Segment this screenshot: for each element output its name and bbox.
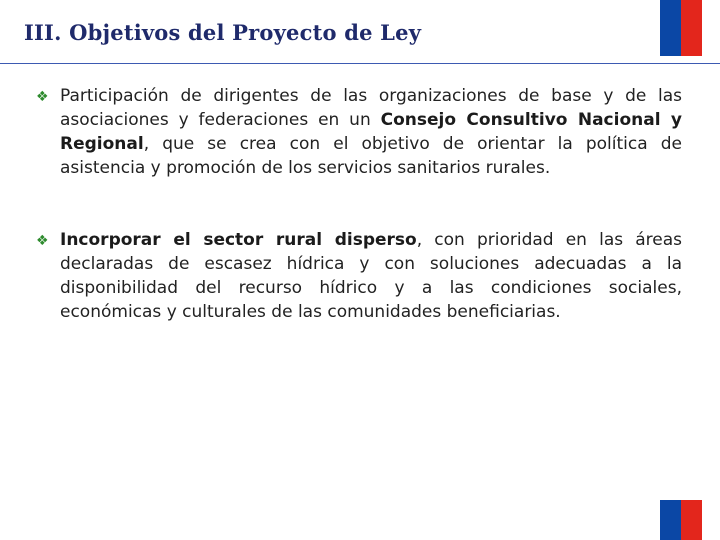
list-item	[36, 84, 682, 180]
objectives-list	[36, 84, 682, 372]
diamond-check-icon: ❖	[36, 89, 49, 105]
title-divider	[0, 63, 720, 64]
chile-flag-stripe-bottom	[660, 500, 702, 540]
flag-blue-stripe	[660, 0, 681, 56]
bullet-text: Participación de dirigentes de las organizaciones de base y de las asociaciones y federaciones en un Consejo Consultivo Nacional y Regional, que se crea con el objetivo de orientar la política de asistencia y promoción de los servicios sanitarios rurales.	[60, 86, 682, 178]
flag-blue-stripe	[660, 500, 681, 540]
slide-title: III. Objetivos del Proyecto de Ley	[24, 20, 422, 45]
flag-red-stripe	[681, 0, 702, 56]
flag-red-stripe	[681, 500, 702, 540]
chile-flag-stripe-top	[660, 0, 702, 56]
diamond-check-icon: ❖	[36, 233, 49, 249]
list-item	[36, 228, 682, 324]
bullet-text: Incorporar el sector rural disperso, con prioridad en las áreas declaradas de escasez hídrica y con soluciones adecuadas a la disponibilidad del recurso hídrico y a las condiciones sociales, económicas y culturales de las comunidades beneficiarias.	[60, 230, 682, 322]
